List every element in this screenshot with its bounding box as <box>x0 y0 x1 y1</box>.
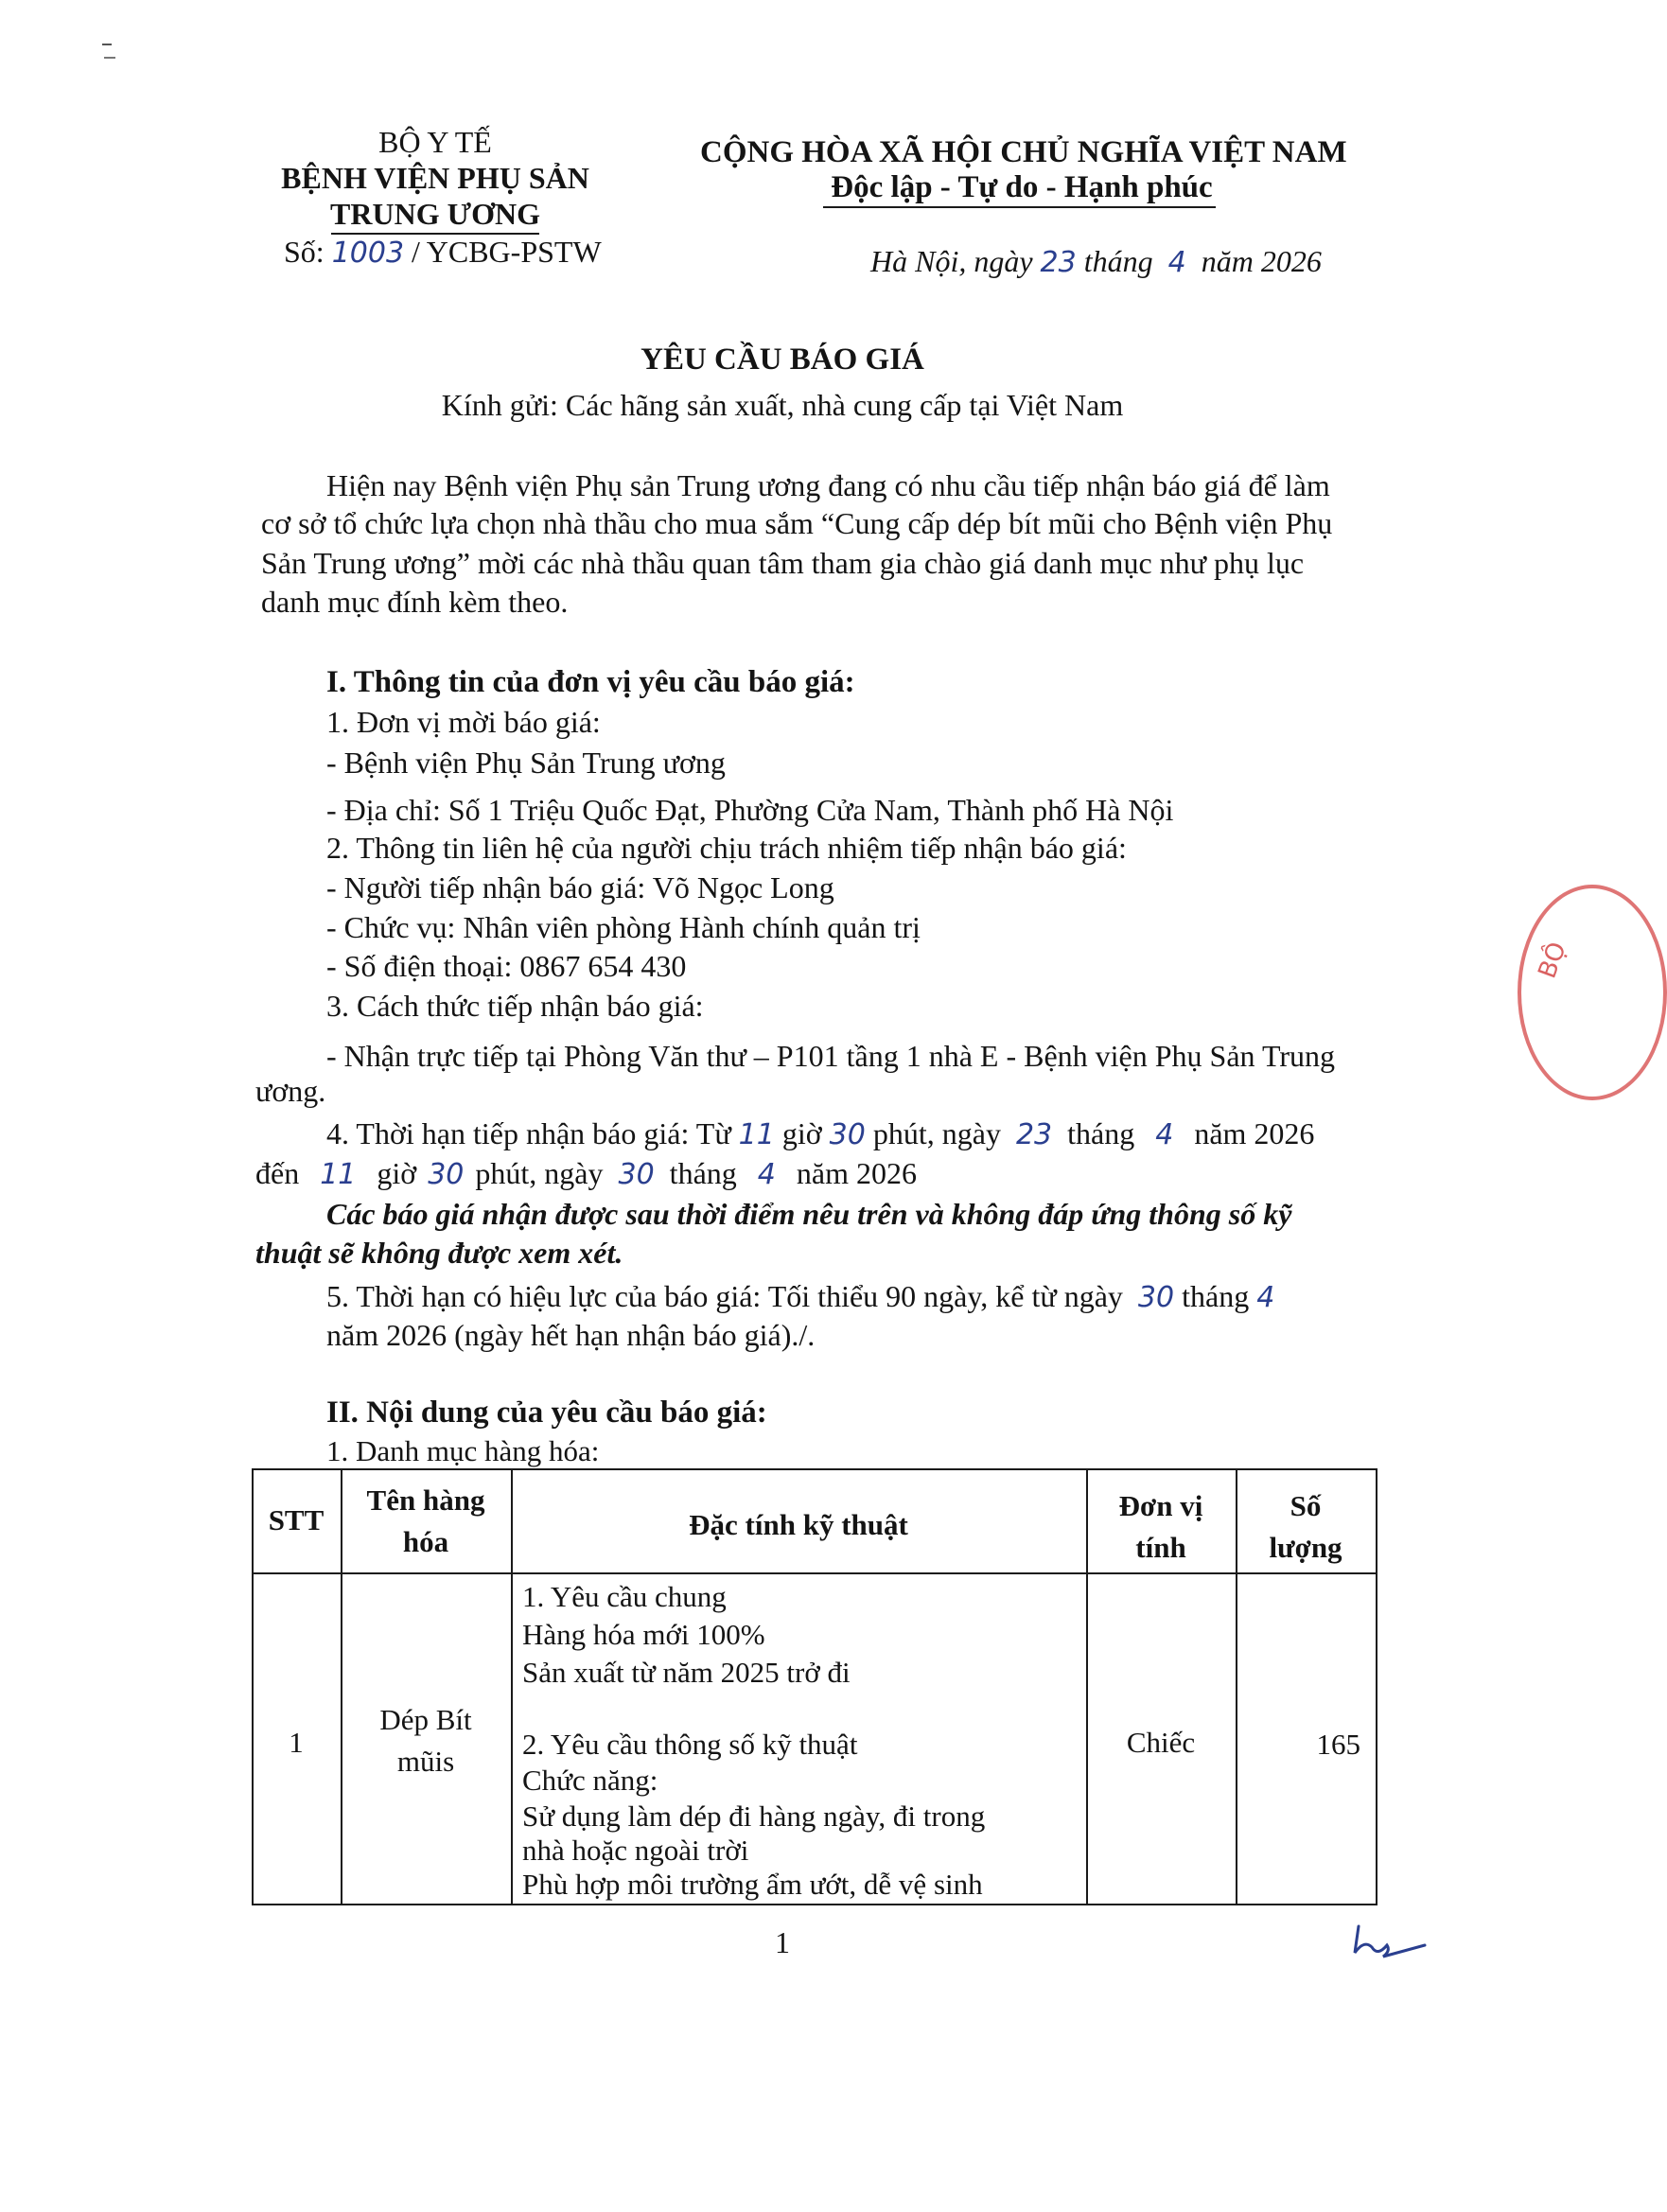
goods-table <box>252 1468 1377 1905</box>
number-handwritten: 1003 <box>331 237 405 270</box>
document-number <box>284 235 602 270</box>
header-stt: STT <box>268 1503 325 1536</box>
scan-mark <box>104 57 115 59</box>
spec-line: Phù hợp môi trường ẩm ướt, dễ vệ sinh <box>522 1868 983 1901</box>
section1-line: - Chức vụ: Nhân viên phòng Hành chính quản trị <box>326 910 921 944</box>
number-prefix: Số: <box>284 235 325 269</box>
section1-line: 2. Thông tin liên hệ của người chịu trách nhiệm tiếp nhận báo giá: <box>326 831 1127 865</box>
section1-line: - Nhận trực tiếp tại Phòng Văn thư – P101 tầng 1 nhà E - Bệnh viện Phụ Sản Trung <box>326 1039 1336 1073</box>
from-month: 4 <box>1155 1118 1174 1151</box>
page-number: 1 <box>775 1925 790 1959</box>
row-name-line1: Dép Bít <box>379 1703 472 1736</box>
initials-signature <box>1351 1919 1430 1962</box>
receipt-period-line2: đến 11 giờ 30 phút, ngày 30 tháng 4 năm 2026 <box>255 1156 917 1191</box>
motto: Độc lập - Tự do - Hạnh phúc <box>831 170 1213 204</box>
section2-sub: 1. Danh mục hàng hóa: <box>326 1434 600 1467</box>
section1-line: 1. Đơn vị mời báo giá: <box>326 705 601 739</box>
document-title: YÊU CẦU BÁO GIÁ <box>640 342 924 377</box>
to-minute: 30 <box>428 1158 465 1191</box>
intro-line-2: cơ sở tổ chức lựa chọn nhà thầu cho mua sắm “Cung cấp dép bít mũi cho Bệnh viện Phụ <box>261 506 1333 540</box>
header-name-line2: hóa <box>402 1525 449 1558</box>
date-year: năm 2026 <box>1201 244 1322 278</box>
date-month-label: tháng <box>1083 244 1153 278</box>
hospital-name-line2: TRUNG ƯƠNG <box>330 197 540 231</box>
section1-line: - Địa chỉ: Số 1 Triệu Quốc Đạt, Phường Cửa Nam, Thành phố Hà Nội <box>326 793 1174 827</box>
motto-underline <box>823 206 1216 208</box>
date-month: 4 <box>1167 246 1186 279</box>
receipt-period-line1: 4. Thời hạn tiếp nhận báo giá: Từ 11 giờ 30 phút, ngày 23 tháng 4 năm 2026 <box>326 1116 1315 1151</box>
intro-line-3: Sản Trung ương” mời các nhà thầu quan tâm tham gia chào giá danh mục như phụ lục <box>261 546 1305 580</box>
scan-mark <box>102 44 112 45</box>
stamp-text: BỘ <box>1533 938 1572 983</box>
header-unit-line2: tính <box>1135 1531 1186 1564</box>
header-name-line1: Tên hàng <box>366 1483 485 1517</box>
warning-line2: thuật sẽ không được xem xét. <box>255 1236 623 1270</box>
row-stt: 1 <box>289 1726 304 1759</box>
header-spec: Đặc tính kỹ thuật <box>689 1508 908 1541</box>
to-hour: 11 <box>320 1158 357 1191</box>
spec-line: Chức năng: <box>522 1764 658 1797</box>
stamp-icon <box>1518 885 1667 1100</box>
row-qty: 165 <box>1316 1728 1360 1761</box>
spec-line: Sản xuất từ năm 2025 trở đi <box>522 1656 851 1689</box>
table-border <box>252 1468 1377 1470</box>
spec-line: 2. Yêu cầu thông số kỹ thuật <box>522 1728 858 1761</box>
spec-line: Sử dụng làm dép đi hàng ngày, đi trong <box>522 1799 986 1833</box>
section1-line: ương. <box>255 1074 326 1108</box>
section1-heading: I. Thông tin của đơn vị yêu cầu báo giá: <box>326 665 855 699</box>
recipient: Kính gửi: Các hãng sản xuất, nhà cung cấp tại Việt Nam <box>441 388 1124 422</box>
intro-line-4: danh mục đính kèm theo. <box>261 585 569 619</box>
from-minute: 30 <box>829 1118 866 1151</box>
section1-line: - Người tiếp nhận báo giá: Võ Ngọc Long <box>326 870 834 904</box>
validity-line2: năm 2026 (ngày hết hạn nhận báo giá)./. <box>326 1318 816 1352</box>
date-day: 23 <box>1040 246 1077 279</box>
row-unit: Chiếc <box>1126 1726 1196 1759</box>
to-day: 30 <box>618 1158 655 1191</box>
section1-line: 3. Cách thức tiếp nhận báo giá: <box>326 989 704 1023</box>
table-border <box>252 1904 1377 1905</box>
header-qty-line2: lượng <box>1269 1531 1342 1564</box>
from-day: 23 <box>1015 1118 1053 1151</box>
hospital-name-line1: BỆNH VIỆN PHỤ SẢN <box>281 161 589 195</box>
country-name: CỘNG HÒA XÃ HỘI CHỦ NGHĨA VIỆT NAM <box>700 135 1347 169</box>
header-qty-line1: Số <box>1290 1489 1322 1522</box>
spec-line: nhà hoặc ngoài trời <box>522 1834 749 1867</box>
table-border <box>252 1572 1377 1574</box>
to-month: 4 <box>757 1158 776 1191</box>
date-prefix: Hà Nội, ngày <box>870 244 1033 278</box>
validity-line1: 5. Thời hạn có hiệu lực của báo giá: Tối thiểu 90 ngày, kể từ ngày 30 tháng 4 <box>326 1279 1275 1314</box>
intro-line-1: Hiện nay Bệnh viện Phụ sản Trung ương đang có nhu cầu tiếp nhận báo giá để làm <box>326 468 1330 502</box>
spec-line: 1. Yêu cầu chung <box>522 1580 727 1613</box>
validity-day: 30 <box>1137 1281 1175 1314</box>
table-border <box>1376 1468 1377 1905</box>
row-name-line2: mũis <box>396 1745 455 1778</box>
warning-line1: Các báo giá nhận được sau thời điểm nêu trên và không đáp ứng thông số kỹ <box>326 1197 1292 1231</box>
section2-heading: II. Nội dung của yêu cầu báo giá: <box>326 1396 767 1430</box>
place-date <box>870 244 1322 279</box>
header-unit-line1: Đơn vị <box>1118 1489 1203 1522</box>
spec-line: Hàng hóa mới 100% <box>522 1618 765 1651</box>
ministry-name: BỘ Y TẾ <box>378 125 492 159</box>
from-hour: 11 <box>738 1118 775 1151</box>
number-suffix: / YCBG-PSTW <box>412 235 602 269</box>
section1-line: - Số điện thoại: 0867 654 430 <box>326 949 687 983</box>
section1-line: - Bệnh viện Phụ Sản Trung ương <box>326 746 726 780</box>
validity-month: 4 <box>1256 1281 1275 1314</box>
